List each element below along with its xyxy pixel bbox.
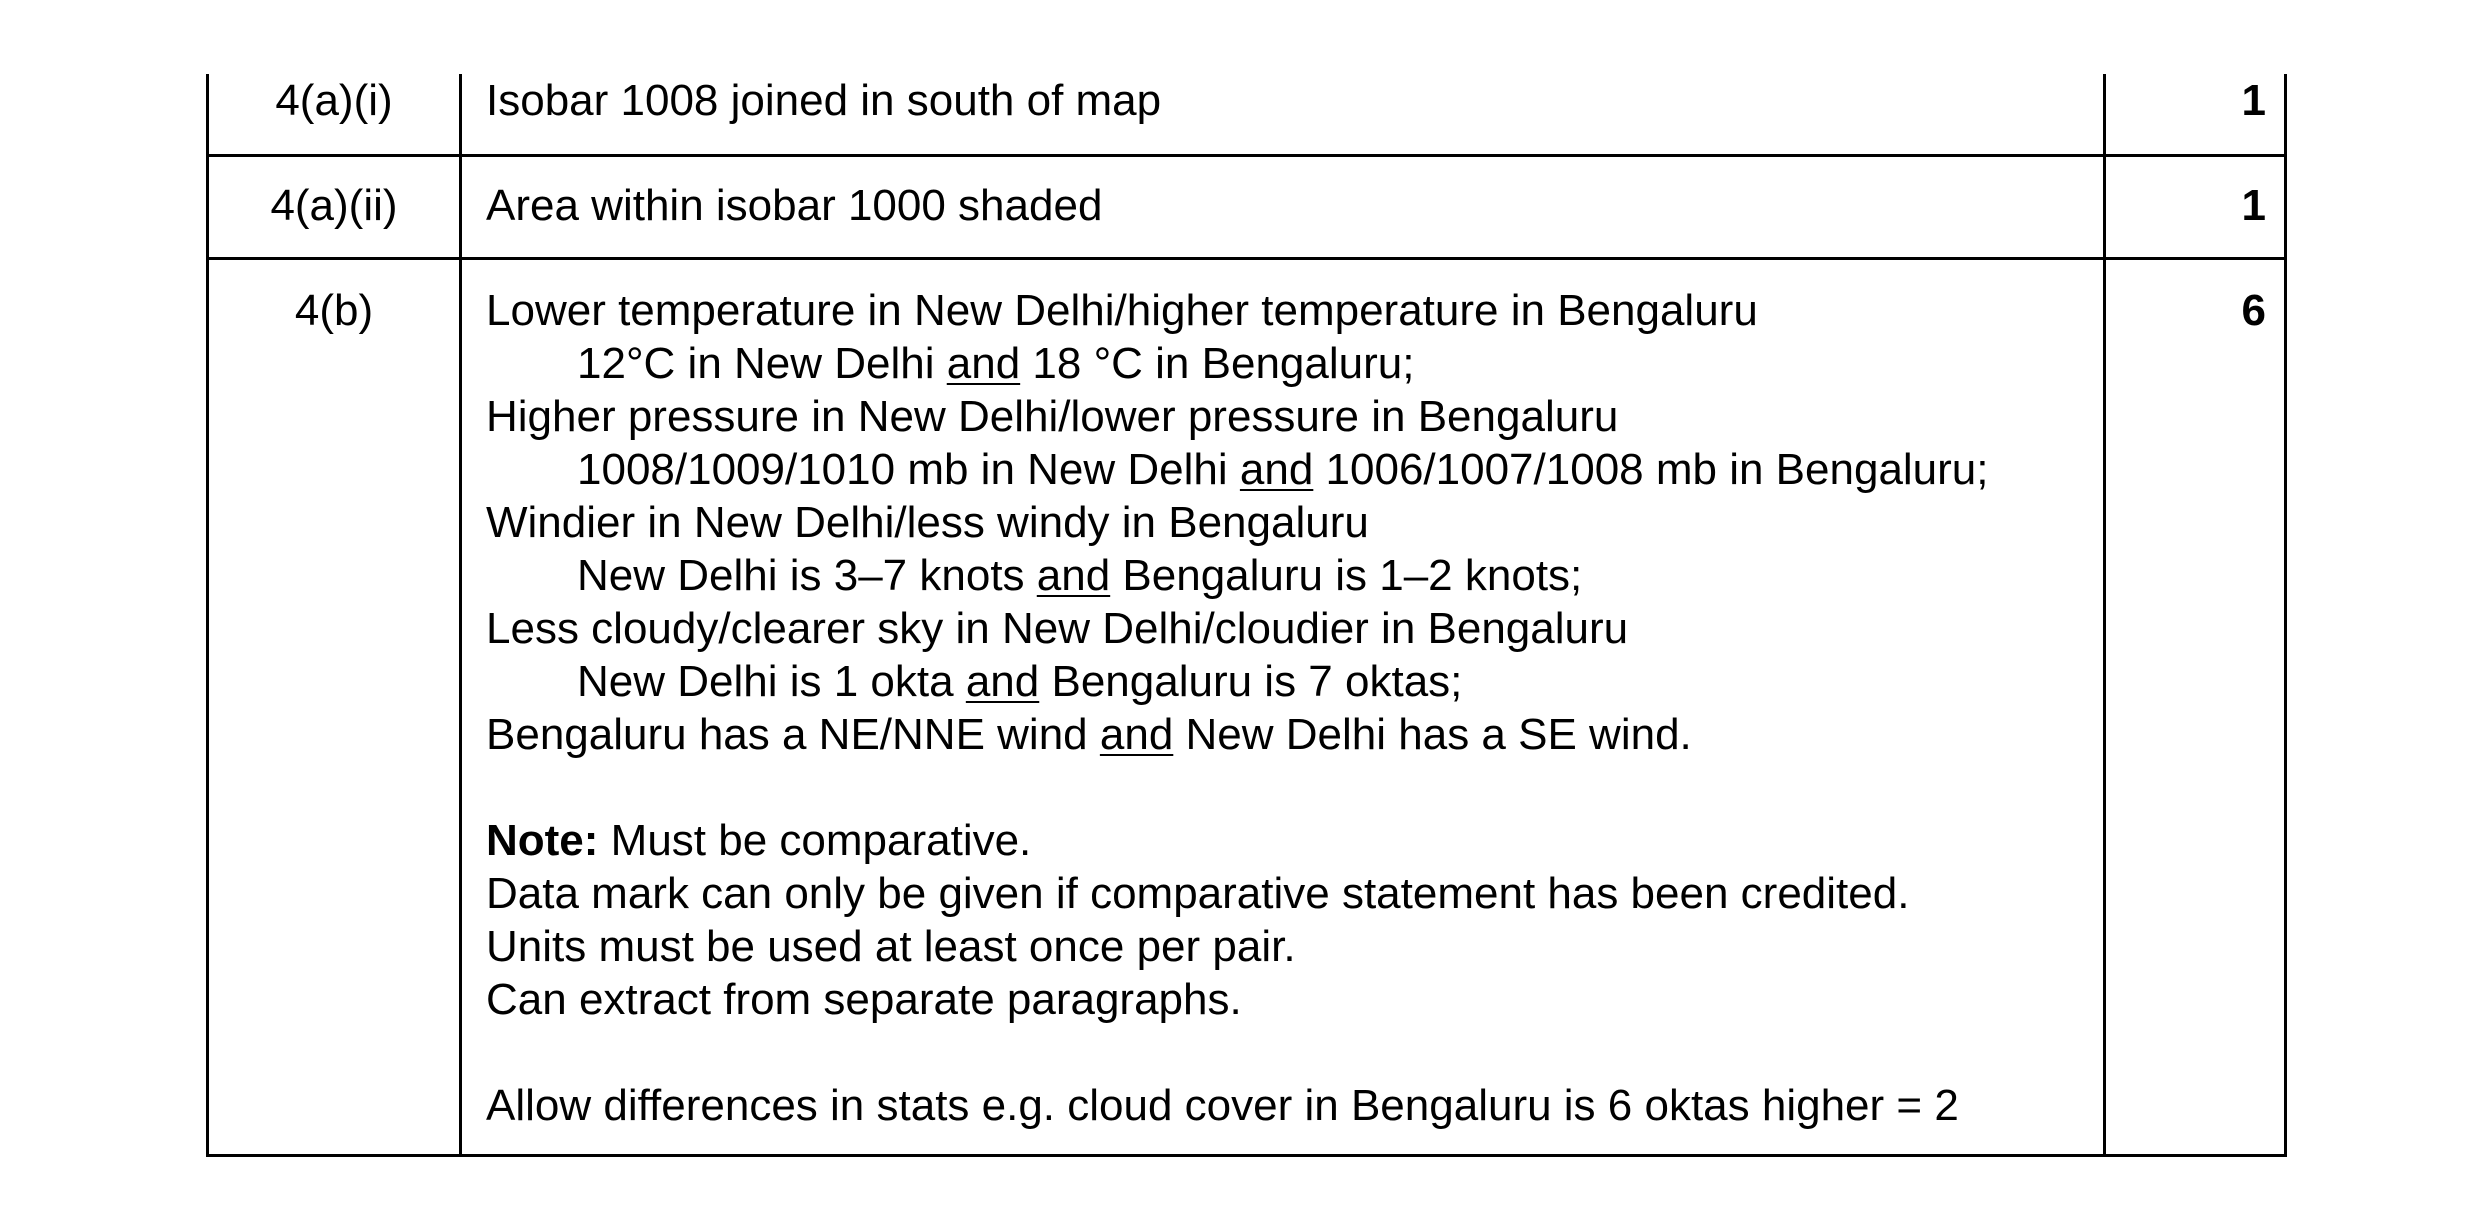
spacer	[486, 1026, 2093, 1079]
marks-value: 6	[2241, 286, 2266, 335]
spacer	[486, 761, 2093, 814]
answer-text: Area within isobar 1000 shaded	[486, 181, 1103, 230]
note-line: Can extract from separate paragraphs.	[486, 975, 1242, 1024]
answer-cell	[461, 74, 2105, 156]
and-underlined: and	[1099, 710, 1174, 759]
comparison-data: 12°C in New Delhi and 18 °C in Bengaluru;	[577, 339, 1415, 388]
comparison-statement: Lower temperature in New Delhi/higher temperature in Bengaluru	[486, 286, 1758, 335]
table-row	[208, 156, 2286, 259]
answer-cell	[461, 156, 2105, 259]
and-underlined: and	[1036, 551, 1111, 600]
and-underlined: and	[946, 339, 1021, 388]
mark-scheme-table	[206, 74, 2287, 1157]
comparison-data: New Delhi is 3–7 knots and Bengaluru is 1–2 knots;	[577, 551, 1583, 600]
note-line: Units must be used at least once per pair.	[486, 922, 1296, 971]
answer-cell	[461, 259, 2105, 1156]
marks-cell	[2105, 74, 2286, 156]
note-line: Note: Must be comparative.	[486, 816, 1032, 865]
allow-line: Allow differences in stats e.g. cloud cover in Bengaluru is 6 oktas higher = 2	[486, 1081, 1959, 1130]
question-number: 4(a)(i)	[275, 76, 393, 125]
and-underlined: and	[1239, 445, 1314, 494]
answer-text: Isobar 1008 joined in south of map	[486, 76, 1162, 125]
question-number: 4(b)	[294, 286, 374, 335]
answer-content	[486, 284, 2093, 1132]
question-cell	[208, 156, 461, 259]
question-cell	[208, 259, 461, 1156]
note-label: Note:	[486, 816, 599, 865]
table-row	[208, 259, 2286, 1156]
wind-direction-statement: Bengaluru has a NE/NNE wind and New Delhi has a SE wind.	[486, 710, 1692, 759]
comparison-data: 1008/1009/1010 mb in New Delhi and 1006/1007/1008 mb in Bengaluru;	[577, 445, 1989, 494]
comparison-statement: Less cloudy/clearer sky in New Delhi/cloudier in Bengaluru	[486, 604, 1629, 653]
marks-value: 1	[2241, 181, 2266, 230]
comparison-statement: Windier in New Delhi/less windy in Bengaluru	[486, 498, 1369, 547]
marks-cell	[2105, 156, 2286, 259]
question-number: 4(a)(ii)	[270, 181, 398, 230]
comparison-data: New Delhi is 1 okta and Bengaluru is 7 oktas;	[577, 657, 1463, 706]
marks-value: 1	[2241, 76, 2266, 125]
and-underlined: and	[965, 657, 1040, 706]
table-row	[208, 74, 2286, 156]
comparison-statement: Higher pressure in New Delhi/lower pressure in Bengaluru	[486, 392, 1619, 441]
question-cell	[208, 74, 461, 156]
marks-cell	[2105, 259, 2286, 1156]
note-line: Data mark can only be given if comparative statement has been credited.	[486, 869, 1910, 918]
